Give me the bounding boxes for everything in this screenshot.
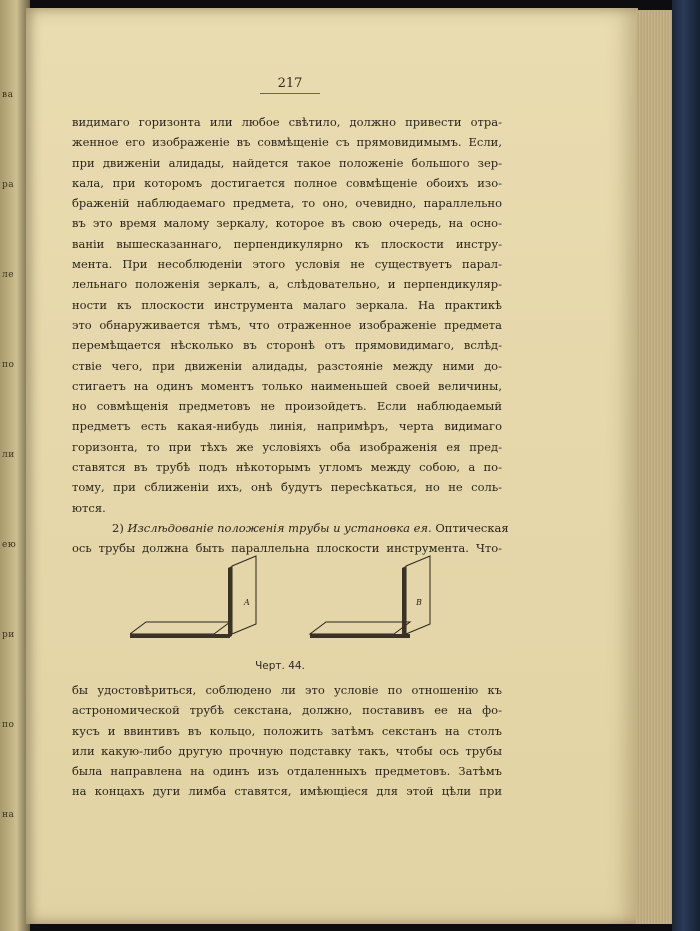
text-line: ставятся въ трубѣ подъ нѣкоторымъ угломъ между собою, а по-	[72, 460, 502, 475]
text-line: Оптическая	[435, 520, 509, 535]
text-line: ности къ плоскости инструмента малаго зеркала. На практикѣ	[72, 297, 502, 312]
section-heading-line	[72, 518, 509, 538]
text-line: мента. При несоблюденіи этого условія не существуетъ парал-	[72, 257, 502, 272]
text-line: стигаетъ на одинъ моментъ только наименьшей своей величины,	[72, 378, 502, 393]
left-page-fragment: ле	[2, 270, 15, 280]
text-line: была направлена на одинъ изъ отдаленныхъ предметовъ. Затѣмъ	[72, 764, 502, 779]
text-line: ются.	[72, 500, 106, 515]
left-page-fragment: ри	[2, 630, 15, 640]
figure-b-drawing	[310, 556, 430, 638]
text-line: астрономической трубѣ секстана, должно, поставивъ ее на фо-	[72, 703, 502, 718]
text-line: кусъ и ввинтивъ въ кольцо, положить затѣмъ секстанъ на столъ	[72, 723, 502, 738]
left-page-fragment: по	[2, 720, 15, 730]
left-page-fragment: ли	[2, 450, 15, 460]
text-line: это обнаруживается тѣмъ, что отраженное изображеніе предмета	[72, 317, 502, 332]
text-line: ствіе чего, при движеніи алидады, разстояніе между ними до-	[72, 358, 502, 373]
text-line: перемѣщается нѣсколько въ сторонѣ отъ прямовидимаго, вслѣд-	[72, 338, 502, 353]
left-page-fragment: на	[2, 810, 15, 820]
text-line: лельнаго положенія зеркалъ, а, слѣдовательно, и перпендикуляр-	[72, 277, 502, 292]
text-line: на концахъ дуги лимба ставятся, имѣющіеся для этой цѣли при	[72, 784, 502, 799]
text-line: кала, при которомъ достигается полное совмѣщеніе обоихъ изо-	[72, 175, 502, 190]
text-line: ось трубы должна быть параллельна плоскости инструмента. Что-	[72, 541, 502, 556]
page-number: 217	[260, 76, 320, 94]
text-line: видимаго горизонта или любое свѣтило, должно привести отра-	[72, 115, 502, 129]
text-line: въ это время малому зеркалу, которое въ свою очередь, на осно-	[72, 216, 502, 231]
text-line: женное его изображеніе въ совмѣщеніе съ прямовидимымъ. Если,	[72, 135, 502, 150]
text-line: предметъ есть какая-нибудь линія, напримѣръ, черта видимаго	[72, 419, 502, 434]
text-line: горизонта, то при тѣхъ же условіяхъ оба изображенія ея пред-	[72, 439, 502, 454]
section-title: Изслѣдованіе положенія трубы и установка ея.	[127, 520, 432, 535]
page-edges	[636, 10, 672, 924]
left-page-fragment: ра	[2, 180, 15, 190]
text-line: бы удостовѣриться, соблюдено ли это условіе по отношенію къ	[72, 683, 502, 697]
body-text-top	[72, 112, 509, 559]
text-line: при движеніи алидады, найдется такое положеніе большого зер-	[72, 155, 502, 170]
left-page-fragment: ва	[2, 90, 14, 100]
figure-caption: Черт. 44.	[255, 660, 305, 672]
book-binding	[672, 0, 700, 931]
text-line: браженій наблюдаемаго предмета, то оно, очевидно, параллельно	[72, 196, 502, 211]
section-number: 2)	[112, 520, 124, 535]
text-line: или какую-либо другую прочную подставку такъ, чтобы ось трубы	[72, 743, 502, 758]
figure-a-drawing	[130, 556, 256, 638]
body-text-bottom	[72, 680, 502, 802]
text-line: ваніи вышесказаннаго, перпендикулярно къ плоскости инстру-	[72, 236, 502, 251]
text-line: тому, при сближеніи ихъ, онѣ будутъ пересѣкаться, но не соль-	[72, 480, 502, 495]
label-b: B	[416, 598, 422, 607]
label-a: A	[244, 598, 250, 607]
text-line: но совмѣщенія предметовъ не произойдетъ. Если наблюдаемый	[72, 399, 502, 414]
left-page-fragment: ею	[2, 540, 17, 550]
figure-44	[130, 550, 440, 670]
left-page-fragment: по	[2, 360, 15, 370]
